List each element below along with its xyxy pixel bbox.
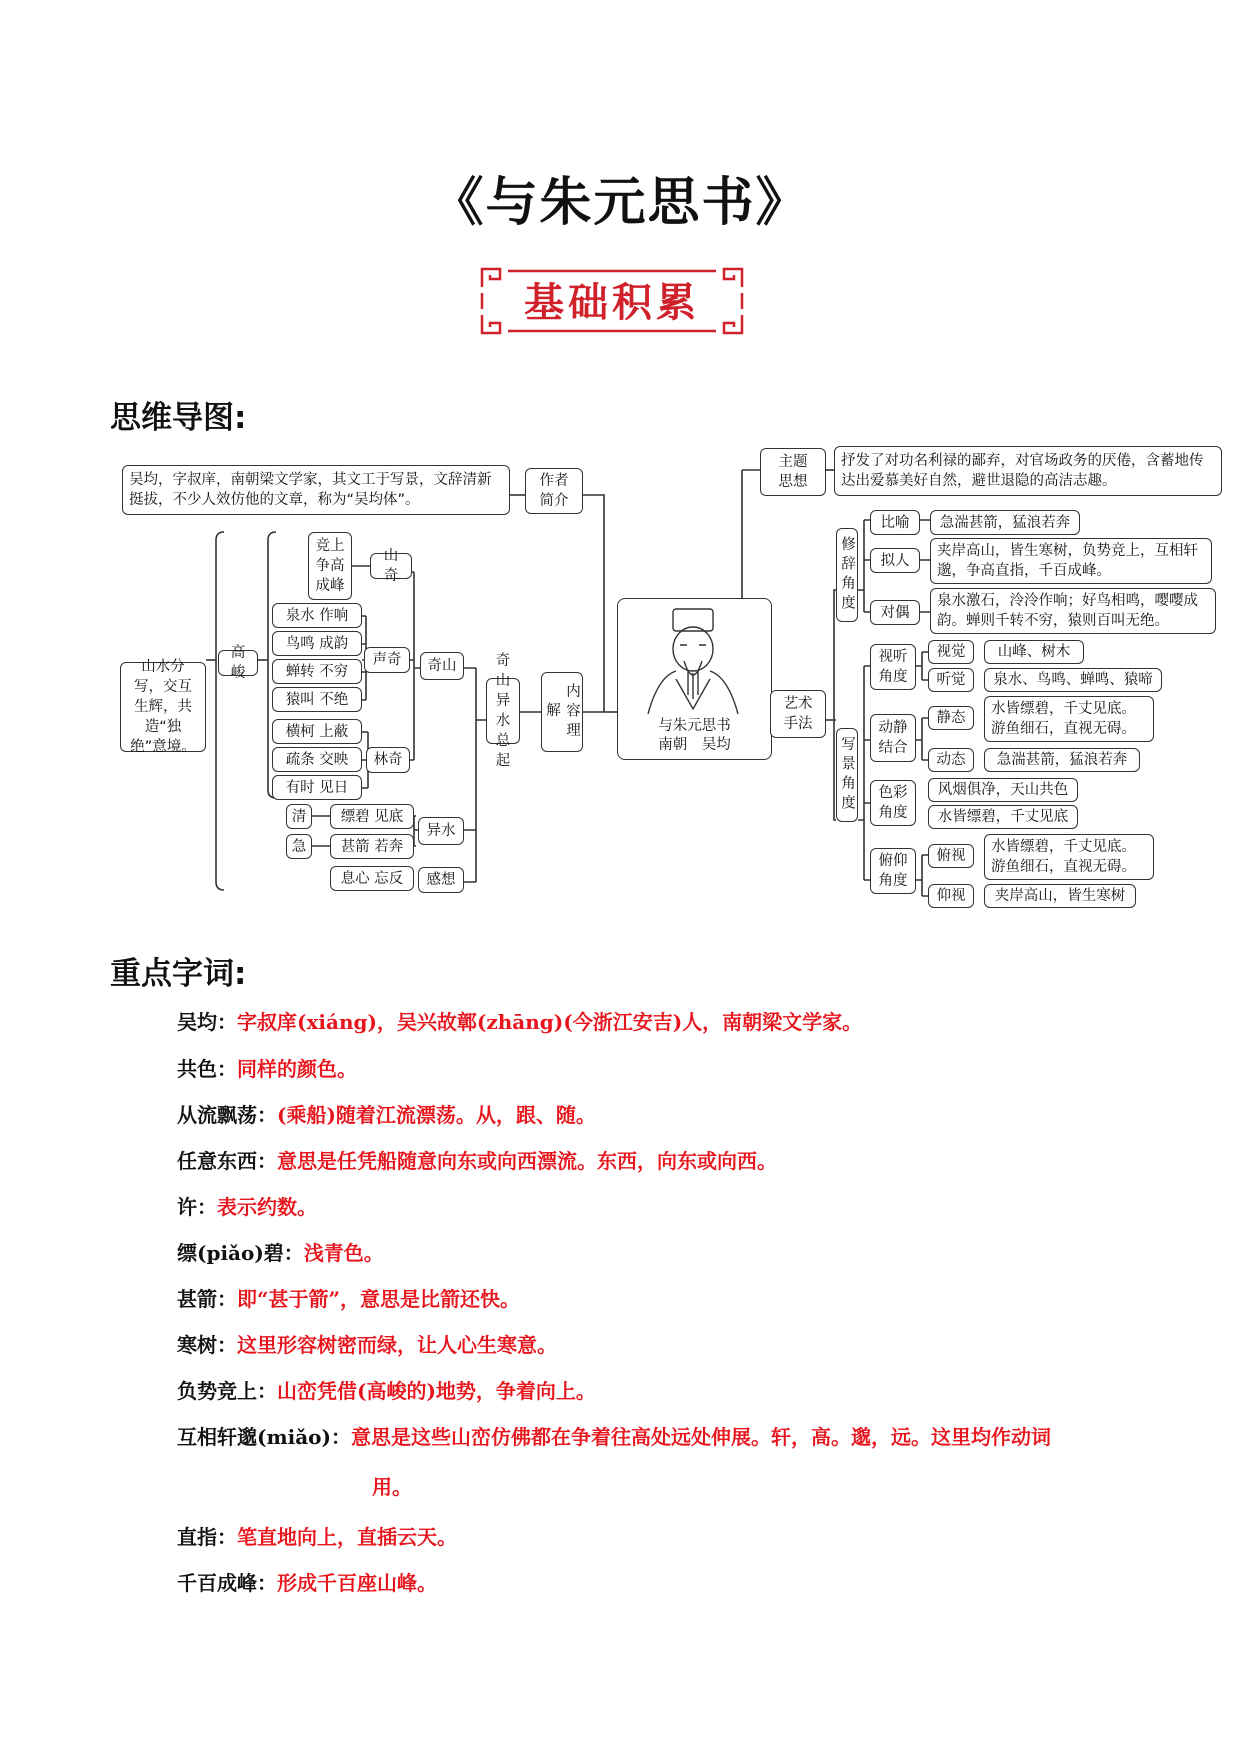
- banner-label: 基础积累: [524, 280, 700, 326]
- still-text: 水皆缥碧，千丈见底。游鱼细石，直视无碍。: [984, 696, 1154, 742]
- content-label: 内容理解: [541, 672, 583, 752]
- updown-label: 俯仰角度: [870, 848, 916, 894]
- gaojun-label: 高峻: [218, 650, 258, 676]
- center-title: 与朱元思书 南朝 吴均: [658, 718, 731, 753]
- yishui-label: 异水: [418, 817, 464, 845]
- auditory-text: 泉水、鸟鸣、蝉鸣、猿啼: [984, 668, 1162, 692]
- theme-label: 主题思想: [760, 448, 826, 496]
- qishan-yishui-label: 奇山异水总起: [486, 678, 520, 744]
- simile-text: 急湍甚箭，猛浪若奔: [930, 510, 1080, 535]
- scene-label: 写景角度: [836, 728, 858, 822]
- visual-text: 山峰、树木: [984, 640, 1084, 664]
- summary-box: 山水分写，交互生辉，共造“独绝”意境。: [120, 662, 206, 752]
- vocab-item: 任意东西：意思是任凭船随意向东或向西漂流。东西，向东或向西。: [177, 1149, 777, 1173]
- moving-text: 急湍甚箭，猛浪若奔: [984, 748, 1140, 772]
- ganxiang-text: 息心 忘反: [330, 866, 414, 891]
- up-label: 仰视: [928, 884, 974, 908]
- vocab-item: 许：表示约数。: [177, 1195, 317, 1219]
- shanqi-text: 竞上争高成峰: [308, 532, 352, 600]
- vocab-item: 互相轩邈(miǎo)：意思是这些山峦仿佛都在争着往高处远处伸展。轩，高。邈，远。这里均作动词: [177, 1425, 1051, 1449]
- author-text: 吴均，字叔庠，南朝梁文学家，其文工于写景，文辞清新挺拔，不少人效仿他的文章，称为“吴均体”。: [122, 465, 510, 515]
- vocab-item: 千百成峰：形成千百座山峰。: [177, 1571, 437, 1595]
- personify-label: 拟人: [870, 548, 920, 573]
- forest-item: 横柯 上蔽: [272, 719, 362, 744]
- down-text: 水皆缥碧，千丈见底。游鱼细石，直视无碍。: [984, 834, 1154, 880]
- qishan-label: 奇山: [420, 652, 464, 680]
- vocab-heading: 重点字词:: [110, 956, 247, 992]
- theme-text: 抒发了对功名利禄的鄙弃，对官场政务的厌倦，含蓄地传达出爱慕美好自然，避世退隐的高洁志趣。: [834, 446, 1222, 496]
- qing-text: 缥碧 见底: [330, 804, 414, 829]
- vocab-item-continuation: 用。: [372, 1475, 412, 1499]
- vocab-item: 甚箭：即“甚于箭”，意思是比箭还快。: [177, 1287, 521, 1311]
- auditory-label: 听觉: [928, 668, 974, 692]
- color-text: 水皆缥碧，千丈见底: [928, 805, 1078, 829]
- shengqi-label: 声奇: [364, 647, 410, 673]
- visual-label: 视觉: [928, 640, 974, 664]
- up-text: 夹岸高山，皆生寒树: [984, 884, 1136, 908]
- color-text: 风烟俱净，天山共色: [928, 778, 1078, 802]
- forest-item: 有时 见日: [272, 775, 362, 800]
- mindmap-heading: 思维导图:: [110, 400, 247, 436]
- parallel-text: 泉水激石，泠泠作响；好鸟相鸣，嘤嘤成韵。蝉则千转不穷，猿则百叫无绝。: [930, 588, 1216, 634]
- vocab-item: 吴均：字叔庠(xiáng)，吴兴故鄣(zhāng)(今浙江安吉)人，南朝梁文学家。: [177, 1010, 863, 1034]
- page-title: 《与朱元思书》: [431, 173, 810, 233]
- author-label: 作者简介: [525, 468, 583, 514]
- vocab-item: 缥(piǎo)碧：浅青色。: [177, 1241, 384, 1265]
- ji-label: 急: [286, 834, 312, 859]
- parallel-label: 对偶: [870, 600, 920, 625]
- vocab-item: 寒树：这里形容树密而绿，让人心生寒意。: [177, 1333, 557, 1357]
- vocab-item: 共色：同样的颜色。: [177, 1057, 357, 1081]
- vocab-item: 负势竞上：山峦凭借(高峻的)地势，争着向上。: [177, 1379, 596, 1403]
- forest-item: 疏条 交映: [272, 747, 362, 772]
- color-label: 色彩角度: [870, 780, 916, 826]
- still-label: 静态: [928, 706, 974, 730]
- sound-item: 蝉转 不穷: [272, 659, 362, 684]
- qing-label: 清: [286, 804, 312, 829]
- vocab-item: 从流飘荡：(乘船)随着江流漂荡。从，跟、随。: [177, 1103, 596, 1127]
- linqi-label: 林奇: [366, 747, 410, 773]
- down-label: 俯视: [928, 844, 974, 868]
- shanqi-label: 山奇: [370, 553, 412, 579]
- simile-label: 比喻: [870, 510, 920, 535]
- sensory-label: 视听角度: [870, 644, 916, 690]
- sound-item: 猿叫 不绝: [272, 687, 362, 712]
- sound-item: 鸟鸣 成韵: [272, 631, 362, 656]
- vocab-item: 直指：笔直地向上，直插云天。: [177, 1525, 457, 1549]
- motion-label: 动静结合: [870, 714, 916, 762]
- author-portrait: [617, 598, 772, 760]
- rhetoric-label: 修辞角度: [836, 528, 858, 622]
- art-label: 艺术手法: [770, 690, 826, 738]
- author-portrait-icon: [618, 599, 768, 714]
- sound-item: 泉水 作响: [272, 603, 362, 628]
- personify-text: 夹岸高山，皆生寒树，负势竞上，互相轩邈，争高直指，千百成峰。: [930, 538, 1212, 584]
- ji-text: 甚箭 若奔: [330, 834, 414, 859]
- moving-label: 动态: [928, 748, 974, 772]
- ganxiang-label: 感想: [418, 867, 464, 893]
